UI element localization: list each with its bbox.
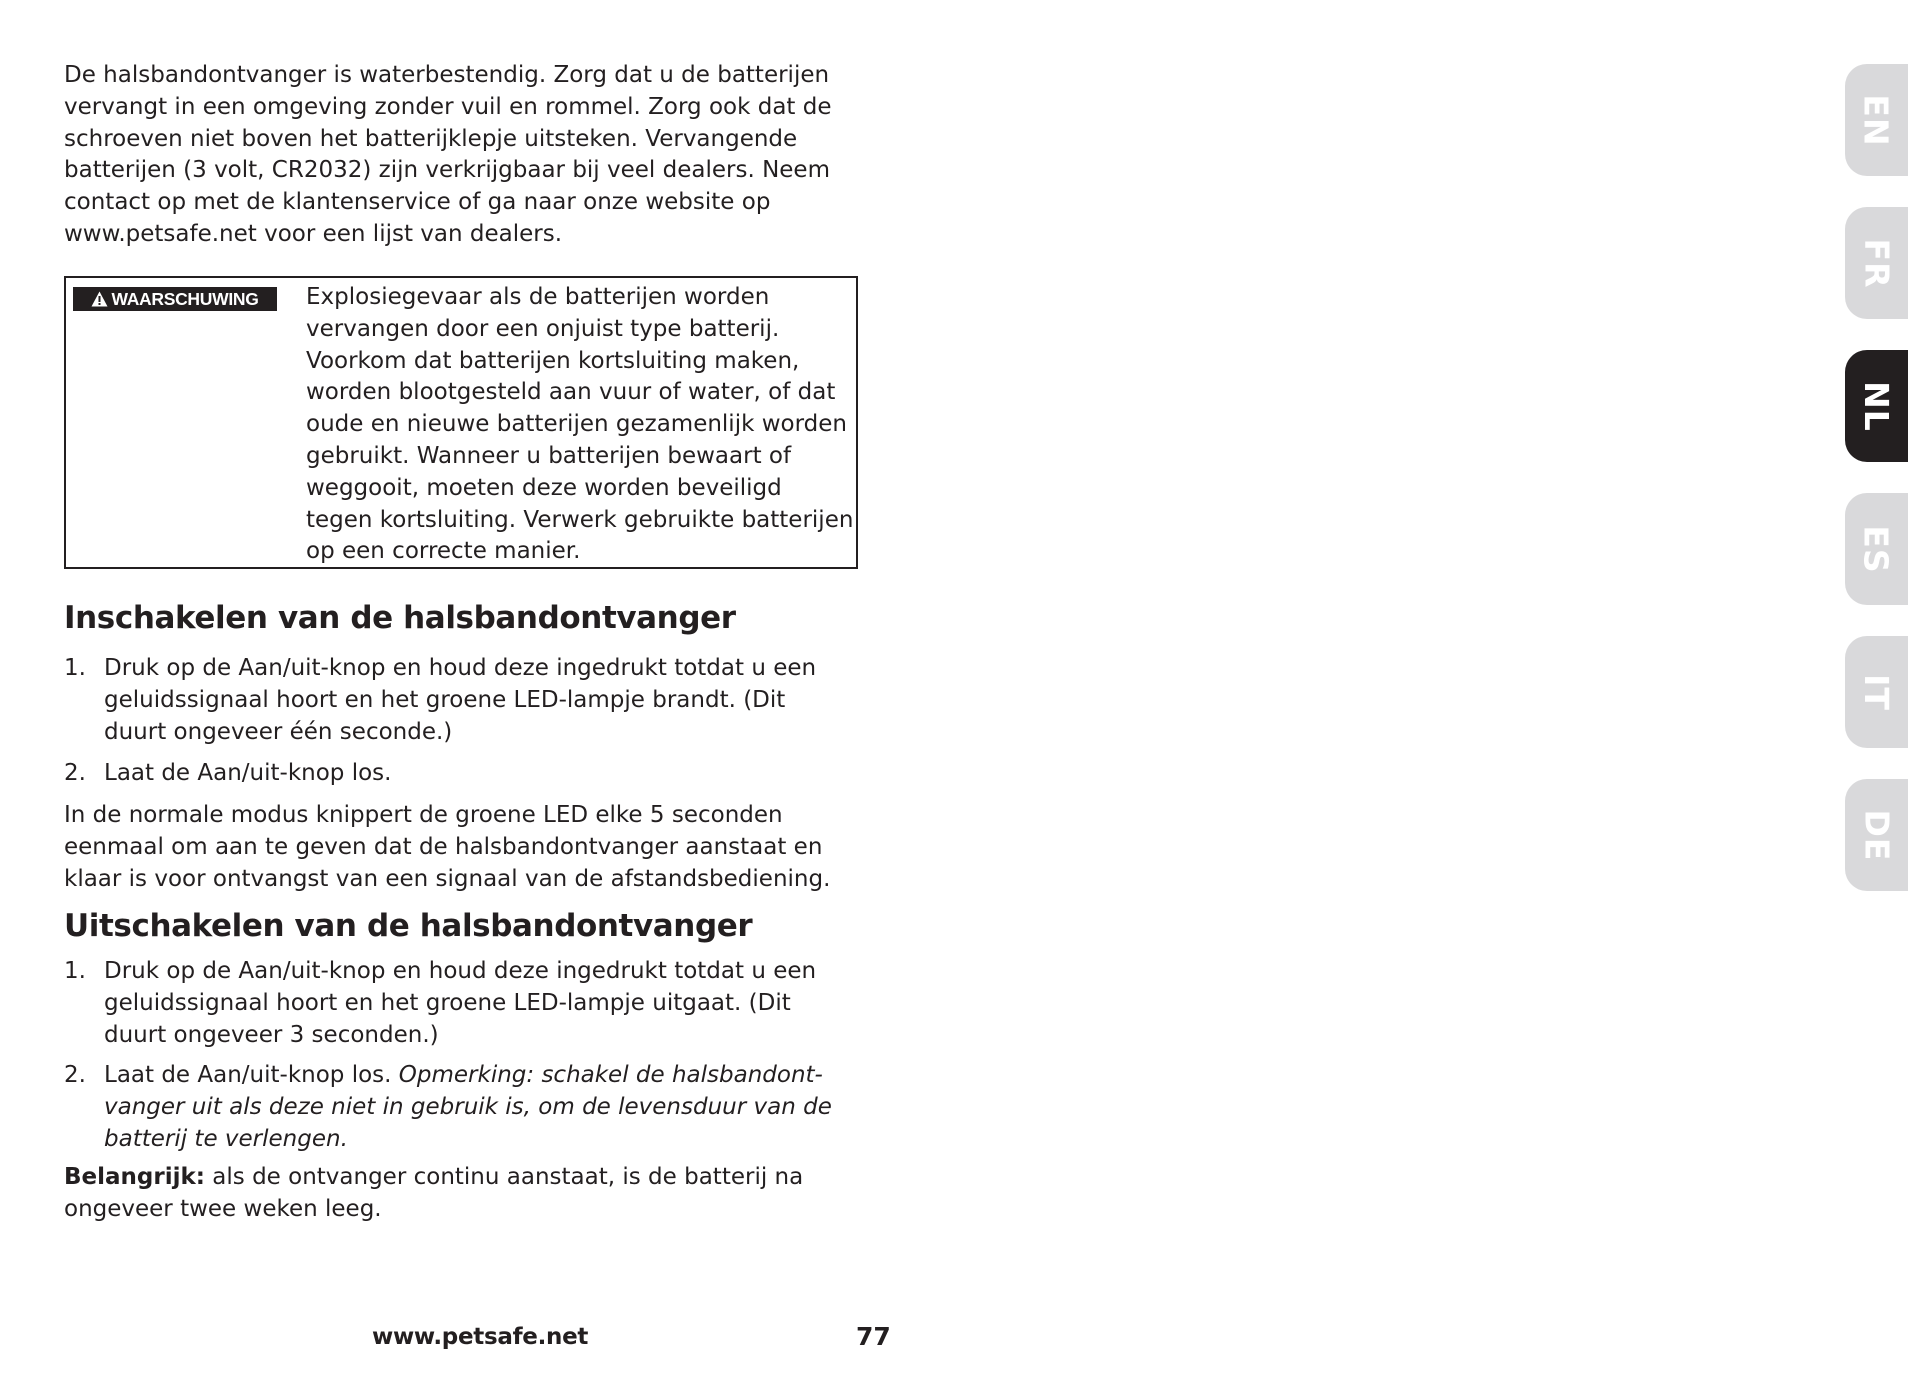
footer-url: www.petsafe.net [372,1324,589,1350]
tab-nl[interactable] [1845,350,1908,462]
step-number: 2. [64,760,86,787]
tab-en[interactable] [1845,64,1908,176]
normal-mode-paragraph: In de normale modus knippert de groene LED elke 5 seconden eenmaal om aan te geven dat de halsbandontvanger aanstaat en klaar is voor ontvangst van een signaal van de afstandsbediening. [64,802,831,892]
warning-badge-label: WAARSCHUWING [111,289,259,309]
list-item [64,758,854,790]
step-text: Druk op de Aan/uit-knop en houd deze ingedrukt totdat u een geluidssignaal hoort en het groene LED-lampje brandt. (Dit duurt ongeveer één seconde.) [104,655,817,745]
tab-de-label: DE [1857,809,1896,861]
step-number: 1. [64,655,86,681]
warning-box [64,276,858,569]
list-item [64,1060,854,1155]
step-number: 1. [64,958,86,984]
step-text: Laat de Aan/uit-knop los. [104,760,392,787]
tab-es-label: ES [1857,524,1896,574]
steps-on [64,653,854,790]
tab-fr[interactable] [1845,207,1908,319]
tab-fr-label: FR [1856,238,1896,288]
tab-en-label: EN [1856,93,1896,147]
section-heading-on: Inschakelen van de halsbandontvanger [64,600,736,636]
tab-it-label: IT [1856,673,1896,711]
important-label: Belangrijk: [64,1164,205,1190]
step-note: Opmerking: schakel de halsbandont-vanger uit als deze niet in gebruik is, om de levensduur van de batterij te verlengen. [104,1062,832,1152]
warning-text: Explosiegevaar als de batterijen worden vervangen door een onjuist type batterij. Voorkom dat batterijen kortsluiting maken, worden blootgesteld aan vuur of water, of dat oude en nieuwe batterijen gezamenlijk worden gebruikt. Wanneer u batterijen bewaart of weggooit, moeten deze worden beveiligd tegen kortsluiting. Verwerk gebruikte batterijen op een correcte manier. [306,284,854,565]
page-number: 77 [856,1322,891,1351]
section-heading-off: Uitschakelen van de halsbandontvanger [64,908,753,944]
list-item [64,653,854,748]
intro-paragraph: De halsbandontvanger is waterbestendig. Zorg dat u de batterijen vervangt in een omgeving zonder vuil en rommel. Zorg ook dat de schroeven niet boven het batterijklepje uitsteken. Vervangende batterijen (3 volt, CR2032) zijn verkrijgbaar bij veel dealers. Neem contact op met de klantenservice of ga naar onze website op www.petsafe.net voor een lijst van dealers. [64,62,832,247]
tab-it[interactable] [1845,636,1908,748]
step-number: 2. [64,1062,86,1089]
tab-de[interactable] [1845,779,1908,891]
tab-nl-label: NL [1857,380,1896,432]
step-text: Laat de Aan/uit-knop los. [104,1062,392,1089]
steps-off [64,956,854,1156]
important-text: als de ontvanger continu aanstaat, is de batterij na ongeveer twee weken leeg. [64,1164,804,1222]
warning-triangle-icon [91,291,108,307]
step-text: Druk op de Aan/uit-knop en houd deze ingedrukt totdat u een geluidssignaal hoort en het groene LED-lampje uitgaat. (Dit duurt ongeveer 3 seconden.) [104,958,817,1048]
list-item [64,956,854,1051]
important-paragraph [64,1162,854,1226]
warning-badge [73,287,277,311]
tab-es[interactable] [1845,493,1908,605]
